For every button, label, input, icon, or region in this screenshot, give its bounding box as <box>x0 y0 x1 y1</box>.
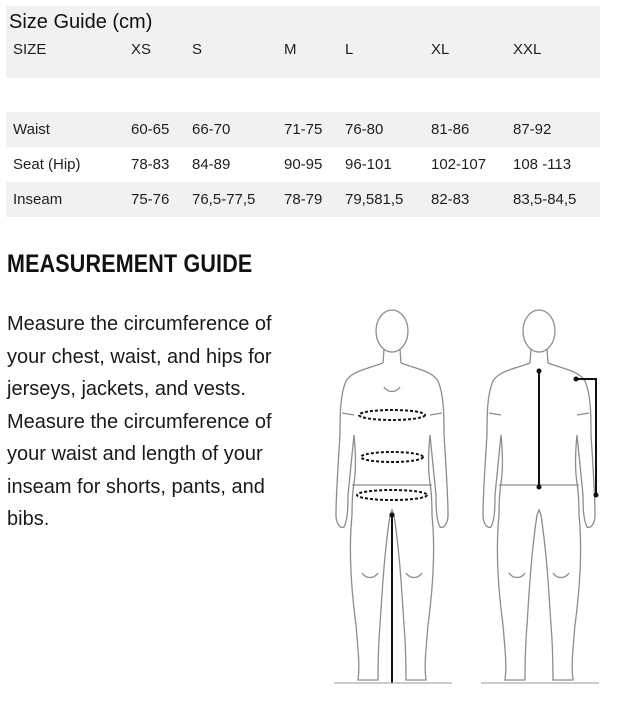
waist-measurement-line <box>361 452 423 462</box>
table-cell: 108 -113 <box>513 156 572 173</box>
table-row-waist <box>6 112 600 147</box>
front-body-figure <box>334 310 452 683</box>
table-cell: 79,581,5 <box>345 191 404 208</box>
table-cell: 71-75 <box>284 121 323 138</box>
header-m: M <box>284 41 297 58</box>
table-row-inseam <box>6 182 600 217</box>
table-cell: 82-83 <box>431 191 470 208</box>
measurement-guide-heading: MEASUREMENT GUIDE <box>7 250 253 278</box>
table-cell: 84-89 <box>192 156 231 173</box>
table-spacer <box>6 78 600 112</box>
table-cell: 90-95 <box>284 156 323 173</box>
table-cell: 81-86 <box>431 121 470 138</box>
header-size: SIZE <box>13 41 47 58</box>
table-cell: 87-92 <box>513 121 552 138</box>
chest-measurement-line <box>359 410 425 420</box>
instruction-line: Measure the circumference of <box>7 313 272 335</box>
measurement-instructions <box>7 308 307 536</box>
size-guide-title-row <box>6 6 600 38</box>
header-l: L <box>345 41 354 58</box>
instruction-line: bibs. <box>7 508 50 530</box>
body-measurement-illustration <box>322 305 612 690</box>
instruction-line: your chest, waist, and hips for <box>7 345 272 368</box>
table-cell: 78-83 <box>131 156 170 173</box>
instruction-line: your waist and length of your <box>7 443 263 465</box>
row-label: Waist <box>13 121 50 138</box>
instruction-line: jerseys, jackets, and vests. <box>7 378 246 400</box>
hip-measurement-line <box>357 490 427 500</box>
instruction-line: Measure the circumference of <box>7 410 272 433</box>
size-guide-title: Size Guide (cm) <box>9 11 153 33</box>
header-xl: XL <box>431 41 450 58</box>
header-xxl: XXL <box>513 41 542 58</box>
table-cell: 75-76 <box>131 191 170 208</box>
table-cell: 96-101 <box>345 156 392 173</box>
row-label: Seat (Hip) <box>13 156 81 173</box>
instruction-line: inseam for shorts, pants, and <box>7 475 265 498</box>
table-row-seat <box>6 147 600 182</box>
table-cell: 66-70 <box>192 121 231 138</box>
size-guide-table <box>6 6 600 217</box>
table-cell: 102-107 <box>431 156 487 173</box>
header-xs: XS <box>131 41 152 58</box>
table-cell: 60-65 <box>131 121 170 138</box>
table-cell: 76-80 <box>345 121 384 138</box>
size-header-row <box>6 38 600 78</box>
row-label: Inseam <box>13 191 63 208</box>
back-body-figure <box>481 310 599 683</box>
table-cell: 78-79 <box>284 191 323 208</box>
table-cell: 83,5-84,5 <box>513 191 577 208</box>
header-s: S <box>192 41 203 58</box>
table-cell: 76,5-77,5 <box>192 191 256 208</box>
